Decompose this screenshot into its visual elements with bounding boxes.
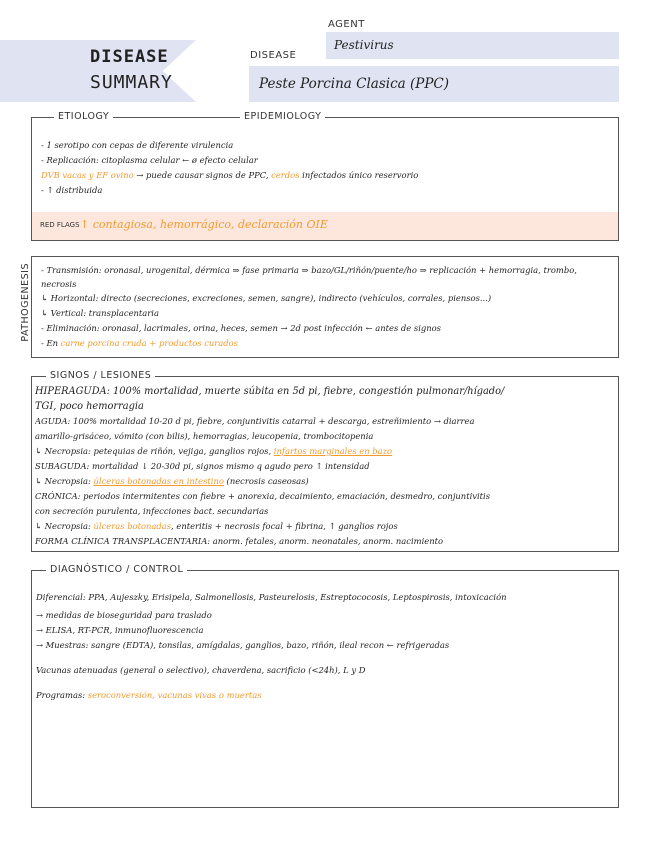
line-text: - En [41,338,61,348]
line-text: - Replicación: citoplasma celular ← ø efecto celular [41,155,258,165]
line-text: HIPERAGUDA: 100% mortalidad, muerte súbita en 5d pi, fiebre, congestión pulmonar/hígado/ [35,386,505,397]
diagnostico-line [36,586,612,608]
etiology-section [31,111,619,241]
highlight-text: cerdos [271,170,300,180]
line-text: FORMA CLÍNICA TRANSPLACENTARIA: anorm. fetales, anorm. neonatales, anorm. nacimiento [35,536,444,546]
diagnostico-line [36,608,612,623]
signos-line [35,444,612,459]
red-flags-text: ↑ contagiosa, hemorrágico, declaración OIE [80,218,328,231]
title-line-2: SUMMARY [90,72,173,93]
signos-line [35,399,612,414]
line-text: - 1 serotipo con cepas de diferente virulencia [41,140,234,150]
diagnostico-spacer [36,678,612,688]
etiology-line [41,153,612,168]
signos-line [35,534,612,549]
line-text: Programas: [36,690,88,700]
line-text: ↳ Necropsia: [35,521,94,531]
title-line-1: DISEASE [90,47,169,67]
pathogenesis-line [41,321,612,336]
pathogenesis-line [41,336,612,351]
signos-line [35,384,612,399]
diagnostico-line [36,663,612,678]
signos-line [35,474,612,489]
pathogenesis-line [41,291,612,306]
signos-line [35,489,612,504]
line-text: AGUDA: 100% mortalidad 10-20 d pi, fiebre, conjuntivitis catarral + descarga, estreñimiento → diarrea [35,416,475,426]
title-gap [118,118,244,119]
diagnostico-line [36,623,612,638]
diagnostico-section [31,564,619,808]
line-text: - Eliminación: oronasal, lacrimales, orina, heces, semen → 2d post infección ← antes de signos [41,323,441,333]
diagnostico-title: DIAGNÓSTICO / CONTROL [46,564,187,575]
diagnostico-line [36,688,612,703]
agent-value: Pestivirus [334,38,394,52]
etiology-lines [41,138,612,198]
highlight-text: úlceras botonadas en intestino [93,476,224,486]
line-text: Vacunas atenuadas (general o selectivo), chaverdena, sacrificio (<24h), L y D [36,665,366,675]
line-text: (necrosis caseosas) [223,476,309,486]
signos-title: SIGNOS / LESIONES [46,370,155,381]
line-text: CRÓNICA: periodos intermitentes con fiebre + anorexia, decaimiento, emaciación, desmedro, conjuntivitis [35,491,490,501]
signos-line [35,519,612,534]
red-flags-bar [32,212,618,240]
etiology-line [41,168,612,183]
signos-lines [35,384,612,549]
line-text: → ELISA, RT-PCR, inmunofluorescencia [36,625,204,635]
signos-line [35,459,612,474]
highlight-text: carne porcina cruda + productos curados [60,338,238,348]
line-text: TGI, poco hemorragia [35,401,144,412]
disease-value: Peste Porcina Clasica (PPC) [259,76,450,92]
line-text: - ↑ distribuida [41,185,103,195]
pathogenesis-lines [41,263,612,351]
highlight-text: úlceras botonadas [93,521,172,531]
line-text: ↳ Horizontal: directo (secreciones, excreciones, semen, sangre), indirecto (vehículos, corrales, piensos...) [41,293,492,303]
pathogenesis-line [41,306,612,321]
line-text: ↳ Vertical: transplacentaria [41,308,159,318]
line-text: infectados único reservorio [299,170,419,180]
pathogenesis-line [41,263,612,291]
line-text: , enteritis + necrosis focal + fibrina, ↑ ganglios rojos [171,521,398,531]
epidemiology-title: EPIDEMIOLOGY [240,111,325,122]
line-text: → medidas de bioseguridad para traslado [36,610,212,620]
line-text: → puede causar signos de PPC, [133,170,272,180]
highlight-text: infartos marginales en bazo [273,446,393,456]
pathogenesis-title: PATHOGENESIS [20,263,31,342]
signos-section [31,370,619,552]
disease-label: DISEASE [250,50,297,61]
red-flags-label: RED FLAGS [40,221,80,229]
etiology-line [41,138,612,153]
agent-label: AGENT [328,19,365,30]
etiology-title: ETIOLOGY [54,111,113,122]
line-text: amarillo-grisáceo, vómito (con bilis), hemorragias, leucopenia, trombocitopenia [35,431,374,441]
highlight-text: DVB vacas y EF ovino [41,170,134,180]
line-text: ↳ Necropsia: petequias de riñón, vejiga, ganglios rojos, [35,446,274,456]
line-text: Diferencial: PPA, Aujeszky, Erisipela, Salmonellosis, Pasteurelosis, Estreptococosis, Leptospirosis, intoxicación [36,592,507,602]
signos-line [35,414,612,429]
signos-line [35,429,612,444]
etiology-line [41,183,612,198]
line-text: con secreción purulenta, infecciones bact. secundarias [35,506,269,516]
line-text: - Transmisión: oronasal, urogenital, dérmica ⇒ fase primaria ⇒ bazo/GL/riñón/puente/ho ⇒ replicación + hemorragia, trombo, necrosis [41,265,577,289]
line-text: ↳ Necropsia: [35,476,94,486]
diagnostico-line [36,638,612,653]
diagnostico-lines [36,586,612,703]
line-text: → Muestras: sangre (EDTA), tonsilas, amígdalas, ganglios, bazo, riñón, ileal recon ← refrigeradas [36,640,450,650]
line-text: SUBAGUDA: mortalidad ↓ 20-30d pi, signos mismo q agudo pero ↑ intensidad [35,461,370,471]
highlight-text: seroconversión, vacunas vivas o muertas [87,690,262,700]
signos-line [35,504,612,519]
pathogenesis-section [20,256,619,358]
diagnostico-spacer [36,653,612,663]
